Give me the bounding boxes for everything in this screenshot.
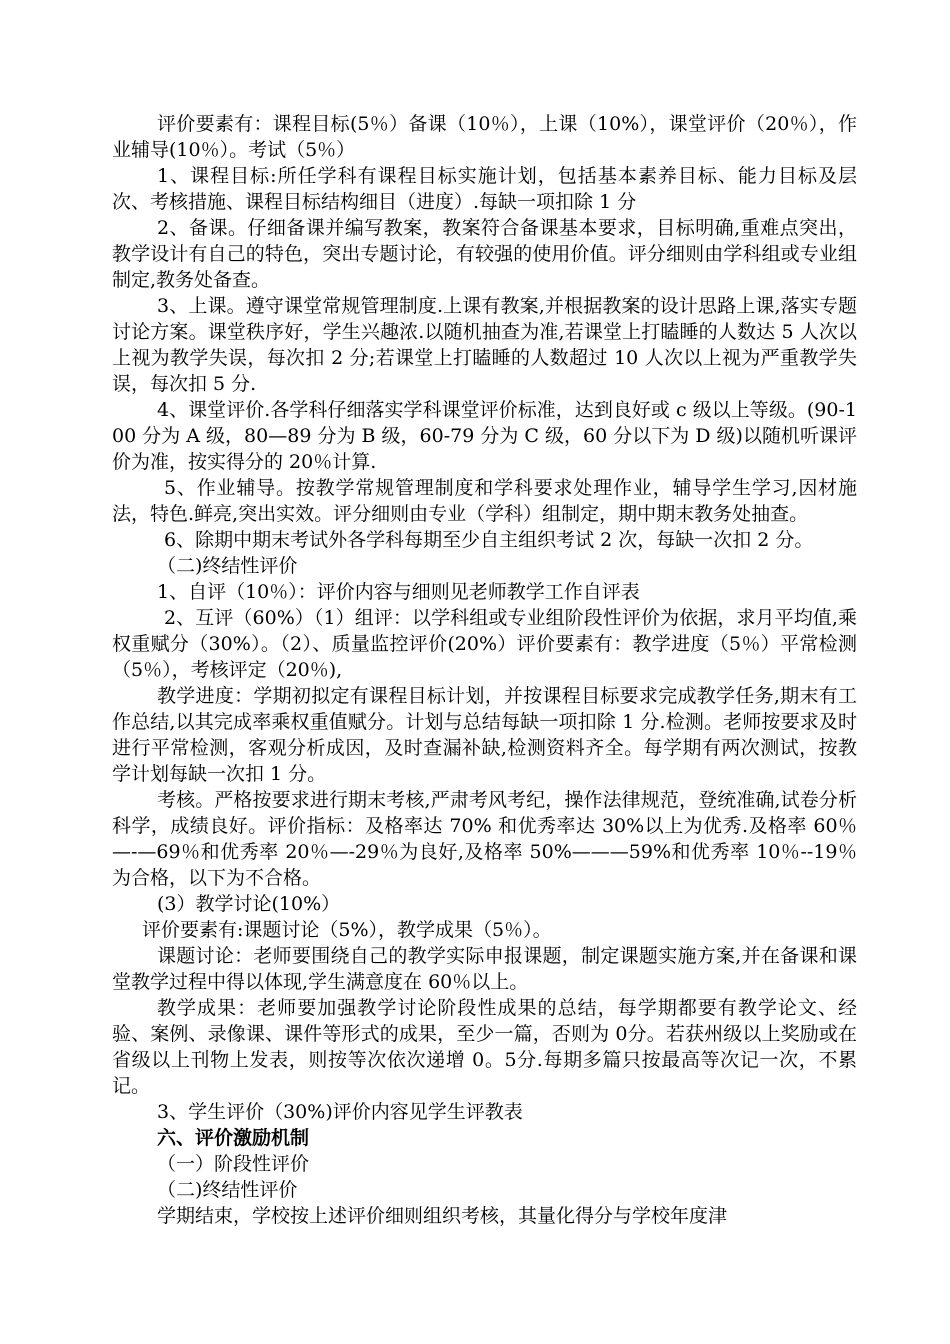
self-evaluation-paragraph: 1、自评（10％）：评价内容与细则见老师教学工作自评表	[157, 581, 640, 603]
homework-tutoring-paragraph: 5、作业辅导。按教学常规管理制度和学科要求处理作业，辅导学生学习,因材施法，特色.鲜亮,突出实效。评分细则由专业（学科）组制定，期中期末教务处抽查。	[112, 477, 857, 525]
evaluation-elements-paragraph: 评价要素有：课程目标(5％）备课（10％），上课（10%），课堂评价（20％），作业辅导(10％）。考试（5％）	[112, 113, 857, 161]
stage-evaluation-heading: （一）阶段性评价	[157, 1153, 310, 1175]
document-page	[112, 111, 857, 1229]
classroom-teaching-paragraph: 3、上课。遵守课堂常规管理制度.上课有教案,并根据教案的设计思路上课,落实专题讨论方案。课堂秩序好，学生兴趣浓.以随机抽查为准,若课堂上打瞌睡的人数达 5 人次以上视为教学失误，每次扣 2 分;若课堂上打瞌睡的人数超过 10 人次以上视为严重教学失误，每次扣 5 分.	[112, 295, 857, 395]
exam-paragraph: 6、除期中期末考试外各学科每期至少自主组织考试 2 次，每缺一次扣 2 分。	[164, 529, 814, 551]
topic-discussion-paragraph: 课题讨论：老师要围绕自己的教学实际申报课题，制定课题实施方案,并在备课和课堂教学过程中得以体现,学生满意度在 60％以上。	[112, 945, 857, 993]
summative-evaluation-heading: （二)终结性评价	[157, 555, 298, 577]
assessment-paragraph: 考核。严格按要求进行期末考核,严肃考风考纪，操作法律规范，登统准确,试卷分析科学，成绩良好。评价指标：及格率达 70% 和优秀率达 30%以上为优秀.及格率 60％—-—69％和优秀率 20％—-29％为良好,及格率 50%———59%和优秀率 10％--19％为合格，以下为不合格。	[112, 789, 857, 889]
final-evaluation-heading: （二)终结性评价	[157, 1179, 298, 1201]
classroom-evaluation-paragraph: 4、课堂评价.各学科仔细落实学科课堂评价标准，达到良好或 c 级以上等级。(90-100 分为 A 级，80—89 分为 B 级，60-79 分为 C 级，60 分以下为 D 级)以随机听课评价为准，按实得分的 20％计算.	[112, 399, 857, 473]
lesson-prep-paragraph: 2、备课。仔细备课并编写教案，教案符合备课基本要求，目标明确,重难点突出，教学设计有自己的特色，突出专题讨论，有较强的使用价值。评分细则由学科组或专业组制定,教务处备查。	[112, 217, 857, 291]
discussion-elements-paragraph: 评价要素有:课题讨论（5%），教学成果（5％）。	[142, 919, 552, 941]
teaching-discussion-heading: (3）教学讨论(10%）	[157, 893, 341, 915]
peer-evaluation-paragraph: 2、互评（60%）（1）组评：以学科组或专业组阶段性评价为依据，求月平均值,乘权重赋分（30%）。（2）、质量监控评价(20%）评价要素有：教学进度（5％）平常检测（5％），考核评定（20％),	[112, 607, 857, 681]
course-goal-paragraph: 1、课程目标:所任学科有课程目标实施计划，包括基本素养目标、能力目标及层次、考核措施、课程目标结构细目（进度）.每缺一项扣除 1 分	[112, 165, 857, 213]
incentive-mechanism-heading: 六、评价激励机制	[157, 1127, 310, 1149]
teaching-progress-paragraph: 教学进度：学期初拟定有课程目标计划，并按课程目标要求完成教学任务,期末有工作总结,以其完成率乘权重值赋分。计划与总结每缺一项扣除 1 分.检测。老师按要求及时进行平常检测，客观分析成因，及时查漏补缺,检测资料齐全。每学期有两次测试，按教学计划每缺一次扣 1 分。	[112, 685, 857, 785]
teaching-results-paragraph: 教学成果：老师要加强教学讨论阶段性成果的总结，每学期都要有教学论文、经验、案例、录像课、课件等形式的成果，至少一篇，否则为 0分。若获州级以上奖励或在省级以上刊物上发表，则按等次依次递增 0。5分.每期多篇只按最高等次记一次，不累记。	[112, 997, 857, 1097]
student-evaluation-paragraph: 3、学生评价（30%)评价内容见学生评教表	[157, 1101, 523, 1123]
semester-end-paragraph: 学期结束，学校按上述评价细则组织考核，其量化得分与学校年度津	[157, 1205, 728, 1227]
